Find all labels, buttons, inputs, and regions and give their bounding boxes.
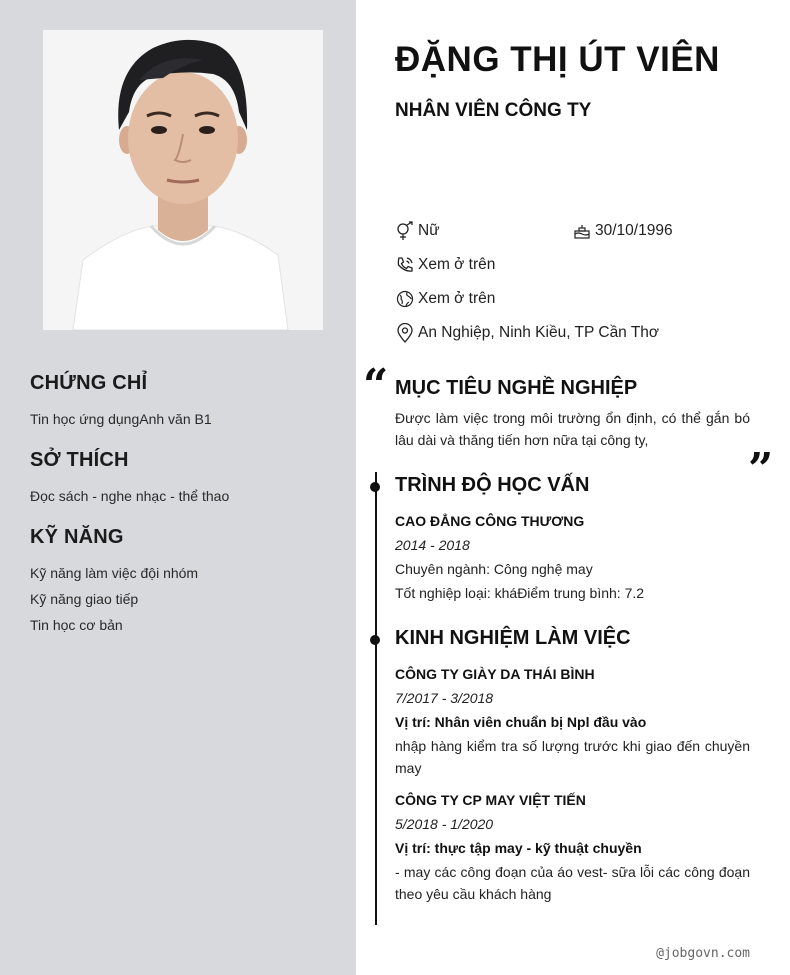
hobbies-title: SỞ THÍCH xyxy=(30,449,129,471)
education-period: 2014 - 2018 xyxy=(395,537,470,553)
certificates-title: CHỨNG CHỈ xyxy=(30,372,148,394)
phone-value: Xem ở trên xyxy=(418,256,496,273)
open-quote-icon: “ xyxy=(363,360,389,411)
job-description: - may các công đoạn của áo vest- sữa lỗi các công đoạn theo yêu cầu khách hàng xyxy=(395,864,750,902)
gender-icon xyxy=(395,221,415,241)
birthday-cake-icon xyxy=(572,221,592,241)
website-value: Xem ở trên xyxy=(418,290,496,307)
objective-title: MỤC TIÊU NGHỀ NGHIỆP xyxy=(395,377,638,399)
address-value: An Nghiệp, Ninh Kiều, TP Cần Thơ xyxy=(418,324,660,341)
objective-text: Được làm việc trong môi trường ổn định, có thể gắn bó lâu dài và thăng tiến hơn nữa tại công ty, xyxy=(395,410,750,448)
school-name: CAO ĐẲNG CÔNG THƯƠNG xyxy=(395,513,585,529)
skill-item: Kỹ năng làm việc đội nhóm xyxy=(30,565,199,581)
hobbies-section xyxy=(30,449,330,509)
education-grade: Tốt nghiệp loại: kháĐiểm trung bình: 7.2 xyxy=(395,585,645,601)
job-title: NHÂN VIÊN CÔNG TY xyxy=(395,100,592,121)
skill-item: Kỹ năng giao tiếp xyxy=(30,591,139,607)
timeline-dot xyxy=(370,635,380,645)
skill-item: Tin học cơ bản xyxy=(30,617,123,633)
sidebar xyxy=(0,0,356,975)
job-position: Vị trí: Nhân viên chuẩn bị Npl đầu vào xyxy=(395,714,647,730)
job-position: Vị trí: thực tập may - kỹ thuật chuyền xyxy=(395,840,642,856)
close-quote-icon: ” xyxy=(748,444,774,495)
birthday-value: 30/10/1996 xyxy=(595,222,673,239)
skills-title: KỸ NĂNG xyxy=(30,526,124,548)
timeline-line xyxy=(375,472,377,925)
gender-value: Nữ xyxy=(418,222,440,239)
timeline-dot xyxy=(370,482,380,492)
candidate-name: ĐẶNG THỊ ÚT VIÊN xyxy=(395,40,720,79)
watermark: @jobgovn.com xyxy=(656,946,750,961)
globe-icon xyxy=(395,289,415,309)
phone-row xyxy=(395,255,495,275)
job-period: 5/2018 - 1/2020 xyxy=(395,816,494,832)
company-name: CÔNG TY CP MAY VIỆT TIẾN xyxy=(395,792,586,808)
website-row xyxy=(395,289,495,309)
phone-icon xyxy=(395,255,415,275)
location-pin-icon xyxy=(395,323,415,343)
hobbies-text: Đọc sách - nghe nhạc - thể thao xyxy=(30,488,230,504)
gender-row xyxy=(395,221,440,241)
skills-section xyxy=(30,526,330,638)
birthday-row xyxy=(572,221,673,241)
address-row xyxy=(395,323,659,343)
job-period: 7/2017 - 3/2018 xyxy=(395,690,494,706)
company-name: CÔNG TY GIÀY DA THÁI BÌNH xyxy=(395,666,595,682)
profile-photo xyxy=(43,30,323,330)
certificates-text: Tin học ứng dụngAnh văn B1 xyxy=(30,411,212,427)
job-description: nhập hàng kiểm tra số lượng trước khi giao đến chuyền may xyxy=(395,738,750,776)
certificates-section xyxy=(30,372,330,432)
education-title: TRÌNH ĐỘ HỌC VẤN xyxy=(395,474,590,496)
experience-title: KINH NGHIỆM LÀM VIỆC xyxy=(395,627,631,649)
education-major: Chuyên ngành: Công nghệ may xyxy=(395,561,593,577)
